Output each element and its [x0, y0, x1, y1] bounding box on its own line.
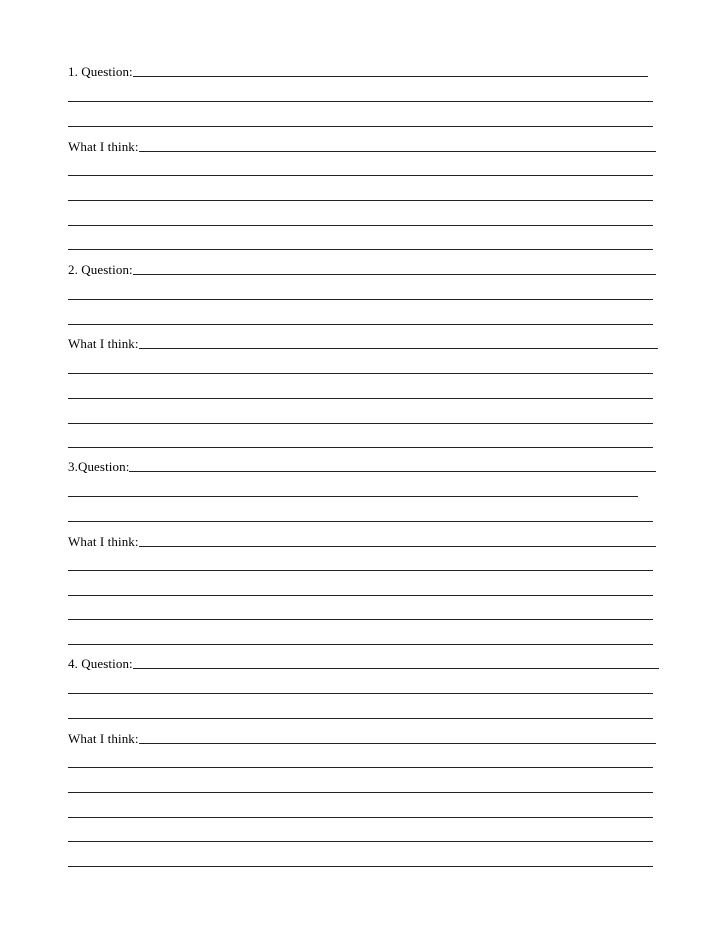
answer-4-blank-line: [68, 801, 653, 821]
blank-line: [68, 126, 653, 127]
question-3-blank-line: [68, 480, 638, 500]
question-3-label: 3.Question:: [68, 459, 130, 474]
blank-line: [68, 101, 653, 102]
question-1-blank-line: [68, 85, 653, 105]
answer-4-line: [139, 743, 656, 744]
blank-line: [68, 718, 653, 719]
question-4-label: 4. Question:: [68, 656, 133, 671]
blank-line: [68, 866, 653, 867]
answer-4-blank-line: [68, 825, 653, 845]
blank-line: [68, 693, 653, 694]
answer-4-blank-line: [68, 776, 653, 796]
answer-3-line: [139, 546, 656, 547]
question-1-row: [68, 60, 648, 80]
question-4-blank-line: [68, 677, 653, 697]
answer-1-blank-line: [68, 209, 653, 229]
answer-2-row: [68, 332, 658, 352]
blank-line: [68, 496, 638, 497]
blank-line: [68, 423, 653, 424]
answer-3-row: [68, 530, 656, 550]
answer-1-row: [68, 135, 656, 155]
answer-2-blank-line: [68, 382, 653, 402]
answer-2-line: [139, 348, 658, 349]
answer-2-blank-line: [68, 357, 653, 377]
answer-3-blank-line: [68, 579, 653, 599]
question-3-line: [129, 471, 656, 472]
blank-line: [68, 447, 653, 448]
answer-4-blank-line: [68, 850, 653, 870]
answer-2-blank-line: [68, 407, 653, 427]
blank-line: [68, 767, 653, 768]
question-3-row: [68, 455, 656, 475]
blank-line: [68, 570, 653, 571]
question-1-line: [133, 76, 648, 77]
answer-3-blank-line: [68, 603, 653, 623]
answer-1-blank-line: [68, 159, 653, 179]
blank-line: [68, 249, 653, 250]
question-1-blank-line: [68, 110, 653, 130]
answer-4-label: What I think:: [68, 731, 139, 746]
question-2-label: 2. Question:: [68, 262, 133, 277]
blank-line: [68, 299, 653, 300]
question-3-blank-line: [68, 505, 653, 525]
blank-line: [68, 619, 653, 620]
answer-1-blank-line: [68, 233, 653, 253]
answer-1-blank-line: [68, 184, 653, 204]
question-2-line: [133, 274, 656, 275]
question-4-row: [68, 652, 659, 672]
question-1-label: 1. Question:: [68, 64, 133, 79]
answer-3-blank-line: [68, 554, 653, 574]
blank-line: [68, 324, 653, 325]
blank-line: [68, 792, 653, 793]
answer-2-label: What I think:: [68, 336, 139, 351]
question-4-line: [133, 668, 659, 669]
answer-2-blank-line: [68, 431, 653, 451]
answer-1-label: What I think:: [68, 139, 139, 154]
blank-line: [68, 521, 653, 522]
answer-3-label: What I think:: [68, 534, 139, 549]
blank-line: [68, 841, 653, 842]
blank-line: [68, 200, 653, 201]
question-2-row: [68, 258, 656, 278]
answer-4-row: [68, 727, 656, 747]
blank-line: [68, 644, 653, 645]
blank-line: [68, 817, 653, 818]
blank-line: [68, 175, 653, 176]
blank-line: [68, 398, 653, 399]
question-2-blank-line: [68, 308, 653, 328]
answer-3-blank-line: [68, 628, 653, 648]
blank-line: [68, 373, 653, 374]
blank-line: [68, 595, 653, 596]
blank-line: [68, 225, 653, 226]
answer-4-blank-line: [68, 751, 653, 771]
question-4-blank-line: [68, 702, 653, 722]
answer-1-line: [139, 151, 656, 152]
question-2-blank-line: [68, 283, 653, 303]
